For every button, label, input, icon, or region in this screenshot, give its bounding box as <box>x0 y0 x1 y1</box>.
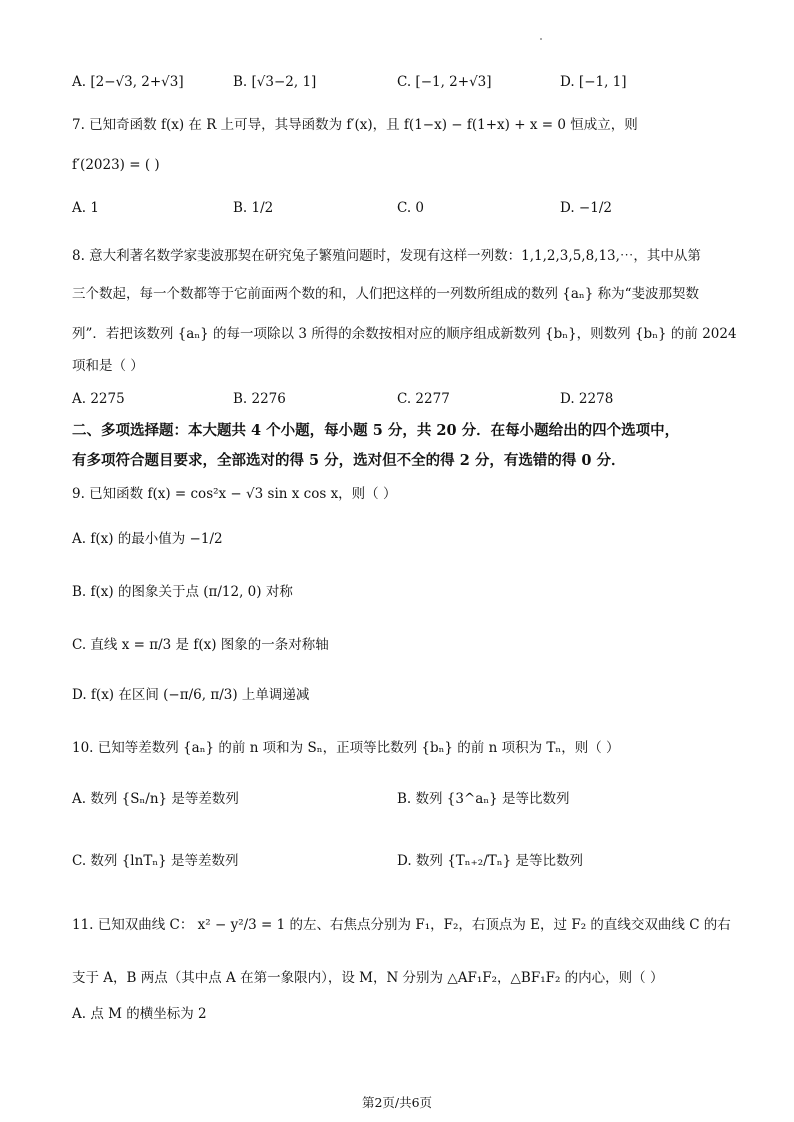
q7-option-a: A. 1 <box>72 200 99 216</box>
q7-option-c: C. 0 <box>397 200 425 216</box>
q11-option-a: A. 点 M 的横坐标为 2 <box>72 1006 207 1022</box>
q10-option-b: B. 数列 {3^aₙ} 是等比数列 <box>397 791 570 807</box>
q9-option-a: A. f(x) 的最小值为 −1/2 <box>72 531 223 547</box>
scan-speck <box>540 38 542 40</box>
q8-stem-line1: 8. 意大利著名数学家斐波那契在研究兔子繁殖问题时，发现有这样一列数：1,1,2,3,5,8,13,⋯，其中从第 <box>72 248 701 264</box>
q7-stem-line1: 7. 已知奇函数 f(x) 在 R 上可导，其导函数为 f′(x)，且 f(1−x) − f(1+x) + x = 0 恒成立，则 <box>72 117 638 133</box>
q8-option-c: C. 2277 <box>397 391 450 407</box>
q8-stem-line4: 项和是（ ） <box>72 358 144 374</box>
section2-heading-line2: 有多项符合题目要求，全部选对的得 5 分，选对但不全的得 2 分，有选错的得 0 分． <box>72 452 626 469</box>
q8-option-a: A. 2275 <box>72 391 125 407</box>
page-number-footer: 第2页/共6页 <box>361 1095 433 1110</box>
q7-option-d: D. −1/2 <box>560 200 612 216</box>
q9-stem: 9. 已知函数 f(x) = cos²x − √3 sin x cos x，则（ ） <box>72 486 397 502</box>
q10-option-a: A. 数列 {Sₙ/n} 是等差数列 <box>72 791 239 807</box>
q9-option-b: B. f(x) 的图象关于点 (π/12, 0) 对称 <box>72 584 293 600</box>
q9-option-c: C. 直线 x = π/3 是 f(x) 图象的一条对称轴 <box>72 637 329 653</box>
q8-stem-line3: 列”．若把该数列 {aₙ} 的每一项除以 3 所得的余数按相对应的顺序组成新数列 {bₙ}，则数列 {bₙ} 的前 2024 <box>72 326 737 342</box>
q7-stem-line2: f′(2023) = ( ) <box>72 157 160 173</box>
q8-option-b: B. 2276 <box>233 391 286 407</box>
q6-option-a: A. [2−√3, 2+√3] <box>72 74 184 90</box>
q8-stem-line2: 三个数起，每一个数都等于它前面两个数的和，人们把这样的一列数所组成的数列 {aₙ} 称为“斐波那契数 <box>72 286 700 302</box>
q6-option-c: C. [−1, 2+√3] <box>397 74 492 90</box>
q6-option-d: D. [−1, 1] <box>560 74 627 90</box>
q6-option-b: B. [√3−2, 1] <box>233 74 317 90</box>
section2-heading-line1: 二、多项选择题：本大题共 4 个小题，每小题 5 分，共 20 分．在每小题给出的四个选项中， <box>72 422 680 439</box>
q9-option-d: D. f(x) 在区间 (−π/6, π/3) 上单调递减 <box>72 687 310 703</box>
q11-stem-line2: 支于 A，B 两点（其中点 A 在第一象限内），设 M，N 分别为 △AF₁F₂，△BF₁F₂ 的内心，则（ ） <box>72 970 664 986</box>
q10-stem: 10. 已知等差数列 {aₙ} 的前 n 项和为 Sₙ，正项等比数列 {bₙ} 的前 n 项积为 Tₙ，则（ ） <box>72 740 620 756</box>
q8-option-d: D. 2278 <box>560 391 614 407</box>
q10-option-c: C. 数列 {lnTₙ} 是等差数列 <box>72 853 239 869</box>
q11-stem-line1: 11. 已知双曲线 C： x² − y²/3 = 1 的左、右焦点分别为 F₁，F₂，右顶点为 E，过 F₂ 的直线交双曲线 C 的右 <box>72 917 731 933</box>
q7-option-b: B. 1/2 <box>233 200 274 216</box>
q10-option-d: D. 数列 {Tₙ₊₂/Tₙ} 是等比数列 <box>397 853 583 869</box>
